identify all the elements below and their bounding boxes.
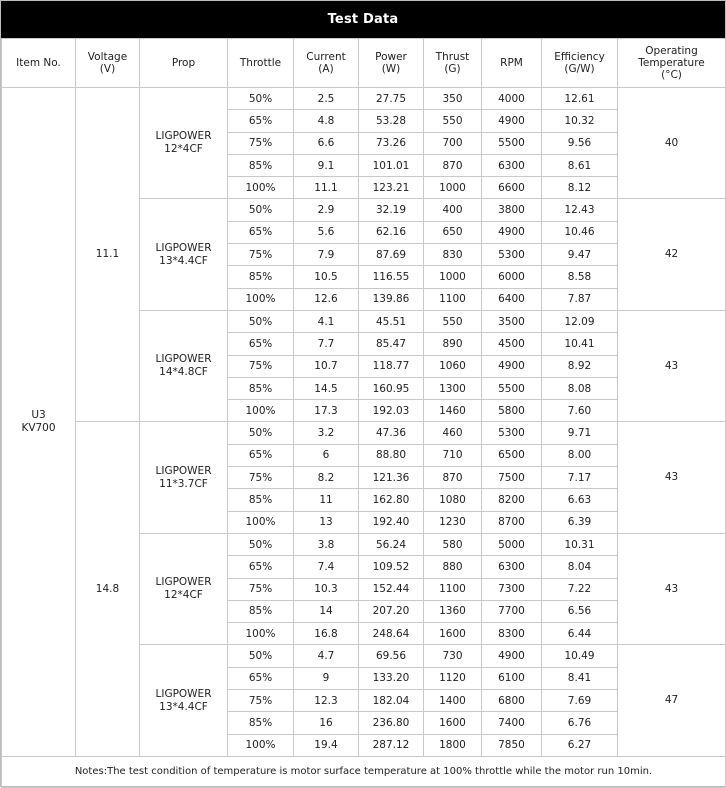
efficiency-cell: 8.92 (542, 355, 618, 377)
thrust-cell: 650 (424, 221, 482, 243)
rpm-cell: 6600 (482, 177, 542, 199)
power-cell: 109.52 (359, 556, 424, 578)
header-line: (G/W) (564, 63, 595, 75)
current-cell: 4.1 (294, 310, 359, 332)
thrust-cell: 1400 (424, 690, 482, 712)
header-voltage (76, 39, 140, 88)
thrust-cell: 700 (424, 132, 482, 154)
temperature-cell: 42 (618, 199, 726, 310)
prop-line: LIGPOWER (155, 464, 212, 477)
current-cell: 3.2 (294, 422, 359, 444)
current-cell: 9 (294, 667, 359, 689)
power-cell: 101.01 (359, 154, 424, 176)
temperature-cell: 43 (618, 533, 726, 644)
table-row (2, 422, 726, 444)
current-cell: 7.9 (294, 244, 359, 266)
power-cell: 32.19 (359, 199, 424, 221)
throttle-cell: 100% (228, 623, 294, 645)
power-cell: 123.21 (359, 177, 424, 199)
throttle-cell: 75% (228, 467, 294, 489)
current-cell: 16.8 (294, 623, 359, 645)
current-cell: 2.5 (294, 88, 359, 110)
efficiency-cell: 9.56 (542, 132, 618, 154)
thrust-cell: 1100 (424, 288, 482, 310)
header-line: RPM (500, 57, 523, 69)
prop-line: LIGPOWER (155, 130, 212, 143)
rpm-cell: 6000 (482, 266, 542, 288)
power-cell: 139.86 (359, 288, 424, 310)
power-cell: 118.77 (359, 355, 424, 377)
throttle-cell: 75% (228, 690, 294, 712)
throttle-cell: 65% (228, 444, 294, 466)
header-line: Current (306, 51, 346, 63)
header-operating-temperature (618, 39, 726, 88)
prop-line: LIGPOWER (155, 576, 212, 589)
power-cell: 160.95 (359, 377, 424, 399)
power-cell: 121.36 (359, 467, 424, 489)
efficiency-cell: 12.09 (542, 310, 618, 332)
throttle-cell: 85% (228, 489, 294, 511)
current-cell: 4.8 (294, 110, 359, 132)
throttle-cell: 100% (228, 177, 294, 199)
prop-line: 12*4CF (164, 589, 203, 602)
throttle-cell: 50% (228, 645, 294, 667)
current-cell: 14.5 (294, 377, 359, 399)
power-cell: 133.20 (359, 667, 424, 689)
throttle-cell: 75% (228, 244, 294, 266)
rpm-cell: 8700 (482, 511, 542, 533)
header-rpm (482, 39, 542, 88)
throttle-cell: 100% (228, 288, 294, 310)
rpm-cell: 4900 (482, 110, 542, 132)
prop-cell (140, 645, 228, 756)
current-cell: 14 (294, 600, 359, 622)
throttle-cell: 50% (228, 199, 294, 221)
current-cell: 17.3 (294, 400, 359, 422)
efficiency-cell: 7.60 (542, 400, 618, 422)
power-cell: 192.03 (359, 400, 424, 422)
rpm-cell: 3800 (482, 199, 542, 221)
throttle-cell: 65% (228, 110, 294, 132)
current-cell: 19.4 (294, 734, 359, 756)
thrust-cell: 580 (424, 533, 482, 555)
rpm-cell: 4900 (482, 355, 542, 377)
efficiency-cell: 6.63 (542, 489, 618, 511)
throttle-cell: 65% (228, 221, 294, 243)
rpm-cell: 5500 (482, 132, 542, 154)
power-cell: 27.75 (359, 88, 424, 110)
thrust-cell: 550 (424, 310, 482, 332)
rpm-cell: 5500 (482, 377, 542, 399)
current-cell: 12.6 (294, 288, 359, 310)
prop-line: LIGPOWER (155, 687, 212, 700)
efficiency-cell: 6.76 (542, 712, 618, 734)
throttle-cell: 85% (228, 377, 294, 399)
efficiency-cell: 10.46 (542, 221, 618, 243)
item-no-line: KV700 (21, 421, 56, 434)
thrust-cell: 460 (424, 422, 482, 444)
rpm-cell: 6300 (482, 556, 542, 578)
rpm-cell: 4500 (482, 333, 542, 355)
voltage-cell: 11.1 (76, 88, 140, 422)
throttle-cell: 50% (228, 422, 294, 444)
power-cell: 47.36 (359, 422, 424, 444)
prop-line: 13*4.4CF (159, 700, 208, 713)
current-cell: 11 (294, 489, 359, 511)
efficiency-cell: 8.08 (542, 377, 618, 399)
header-line: Voltage (87, 51, 128, 63)
efficiency-cell: 6.27 (542, 734, 618, 756)
table-title: Test Data (1, 1, 725, 38)
thrust-cell: 830 (424, 244, 482, 266)
throttle-cell: 100% (228, 734, 294, 756)
current-cell: 11.1 (294, 177, 359, 199)
temperature-cell: 43 (618, 422, 726, 533)
prop-line: LIGPOWER (155, 241, 212, 254)
prop-cell (140, 88, 228, 199)
throttle-cell: 65% (228, 556, 294, 578)
header-line: (°C) (661, 69, 682, 81)
header-line: (W) (381, 63, 401, 75)
prop-cell (140, 422, 228, 533)
temperature-cell: 40 (618, 88, 726, 199)
notes-row (2, 756, 726, 787)
power-cell: 88.80 (359, 444, 424, 466)
thrust-cell: 870 (424, 467, 482, 489)
efficiency-cell: 6.39 (542, 511, 618, 533)
rpm-cell: 6100 (482, 667, 542, 689)
throttle-cell: 50% (228, 533, 294, 555)
rpm-cell: 6800 (482, 690, 542, 712)
header-efficiency (542, 39, 618, 88)
table-header (2, 39, 726, 88)
header-line: Throttle (239, 57, 282, 69)
power-cell: 152.44 (359, 578, 424, 600)
table-row (2, 88, 726, 110)
efficiency-cell: 7.69 (542, 690, 618, 712)
efficiency-cell: 7.17 (542, 467, 618, 489)
header-line: Power (375, 51, 407, 63)
power-cell: 162.80 (359, 489, 424, 511)
voltage-cell: 14.8 (76, 422, 140, 756)
header-line: Item No. (16, 57, 61, 69)
prop-cell (140, 310, 228, 421)
throttle-cell: 85% (228, 600, 294, 622)
current-cell: 2.9 (294, 199, 359, 221)
throttle-cell: 65% (228, 333, 294, 355)
rpm-cell: 4900 (482, 221, 542, 243)
item-no-cell (2, 88, 76, 757)
prop-line: 11*3.7CF (159, 477, 208, 490)
current-cell: 10.3 (294, 578, 359, 600)
throttle-cell: 100% (228, 400, 294, 422)
rpm-cell: 7300 (482, 578, 542, 600)
throttle-cell: 50% (228, 310, 294, 332)
current-cell: 16 (294, 712, 359, 734)
rpm-cell: 3500 (482, 310, 542, 332)
rpm-cell: 4900 (482, 645, 542, 667)
thrust-cell: 1800 (424, 734, 482, 756)
thrust-cell: 1230 (424, 511, 482, 533)
rpm-cell: 8200 (482, 489, 542, 511)
throttle-cell: 85% (228, 154, 294, 176)
thrust-cell: 710 (424, 444, 482, 466)
efficiency-cell: 9.47 (542, 244, 618, 266)
prop-line: 12*4CF (164, 143, 203, 156)
current-cell: 13 (294, 511, 359, 533)
thrust-cell: 880 (424, 556, 482, 578)
rpm-cell: 7500 (482, 467, 542, 489)
throttle-cell: 50% (228, 88, 294, 110)
thrust-cell: 1000 (424, 266, 482, 288)
header-throttle (228, 39, 294, 88)
thrust-cell: 400 (424, 199, 482, 221)
efficiency-cell: 12.43 (542, 199, 618, 221)
throttle-cell: 65% (228, 667, 294, 689)
efficiency-cell: 8.04 (542, 556, 618, 578)
rpm-cell: 6300 (482, 154, 542, 176)
power-cell: 85.47 (359, 333, 424, 355)
current-cell: 5.6 (294, 221, 359, 243)
current-cell: 12.3 (294, 690, 359, 712)
efficiency-cell: 8.61 (542, 154, 618, 176)
efficiency-cell: 10.41 (542, 333, 618, 355)
current-cell: 7.7 (294, 333, 359, 355)
rpm-cell: 7850 (482, 734, 542, 756)
power-cell: 287.12 (359, 734, 424, 756)
rpm-cell: 5800 (482, 400, 542, 422)
header-current (294, 39, 359, 88)
thrust-cell: 1360 (424, 600, 482, 622)
efficiency-cell: 10.31 (542, 533, 618, 555)
throttle-cell: 75% (228, 578, 294, 600)
rpm-cell: 4000 (482, 88, 542, 110)
thrust-cell: 350 (424, 88, 482, 110)
efficiency-cell: 8.58 (542, 266, 618, 288)
thrust-cell: 870 (424, 154, 482, 176)
rpm-cell: 7400 (482, 712, 542, 734)
thrust-cell: 730 (424, 645, 482, 667)
power-cell: 56.24 (359, 533, 424, 555)
header-thrust (424, 39, 482, 88)
power-cell: 73.26 (359, 132, 424, 154)
current-cell: 6.6 (294, 132, 359, 154)
header-line: (G) (444, 63, 461, 75)
current-cell: 6 (294, 444, 359, 466)
power-cell: 69.56 (359, 645, 424, 667)
power-cell: 207.20 (359, 600, 424, 622)
efficiency-cell: 6.44 (542, 623, 618, 645)
power-cell: 87.69 (359, 244, 424, 266)
power-cell: 236.80 (359, 712, 424, 734)
rpm-cell: 5300 (482, 422, 542, 444)
rpm-cell: 7700 (482, 600, 542, 622)
notes-text: Notes:The test condition of temperature is motor surface temperature at 100% throttle while the motor run 10min. (2, 756, 726, 787)
throttle-cell: 75% (228, 355, 294, 377)
throttle-cell: 85% (228, 266, 294, 288)
thrust-cell: 1060 (424, 355, 482, 377)
power-cell: 182.04 (359, 690, 424, 712)
prop-line: 14*4.8CF (159, 366, 208, 379)
power-cell: 53.28 (359, 110, 424, 132)
header-prop (140, 39, 228, 88)
thrust-cell: 1120 (424, 667, 482, 689)
thrust-cell: 1100 (424, 578, 482, 600)
current-cell: 10.7 (294, 355, 359, 377)
temperature-cell: 43 (618, 310, 726, 421)
efficiency-cell: 9.71 (542, 422, 618, 444)
rpm-cell: 8300 (482, 623, 542, 645)
header-row (2, 39, 726, 88)
thrust-cell: 1600 (424, 712, 482, 734)
power-cell: 116.55 (359, 266, 424, 288)
power-cell: 192.40 (359, 511, 424, 533)
current-cell: 7.4 (294, 556, 359, 578)
throttle-cell: 100% (228, 511, 294, 533)
header-item-no (2, 39, 76, 88)
current-cell: 9.1 (294, 154, 359, 176)
current-cell: 3.8 (294, 533, 359, 555)
header-line: Prop (171, 57, 196, 69)
thrust-cell: 1460 (424, 400, 482, 422)
thrust-cell: 890 (424, 333, 482, 355)
rpm-cell: 5000 (482, 533, 542, 555)
header-line: Operating (645, 45, 698, 57)
header-line: Thrust (435, 51, 470, 63)
power-cell: 45.51 (359, 310, 424, 332)
efficiency-cell: 10.32 (542, 110, 618, 132)
header-line: Efficiency (554, 51, 605, 63)
thrust-cell: 550 (424, 110, 482, 132)
prop-line: 13*4.4CF (159, 254, 208, 267)
efficiency-cell: 7.22 (542, 578, 618, 600)
efficiency-cell: 12.61 (542, 88, 618, 110)
current-cell: 4.7 (294, 645, 359, 667)
header-line: (V) (99, 63, 116, 75)
thrust-cell: 1000 (424, 177, 482, 199)
throttle-cell: 75% (228, 132, 294, 154)
efficiency-cell: 8.12 (542, 177, 618, 199)
rpm-cell: 6500 (482, 444, 542, 466)
efficiency-cell: 8.00 (542, 444, 618, 466)
prop-cell (140, 533, 228, 644)
efficiency-cell: 7.87 (542, 288, 618, 310)
header-power (359, 39, 424, 88)
header-line: (A) (318, 63, 334, 75)
prop-cell (140, 199, 228, 310)
table-body (2, 88, 726, 757)
thrust-cell: 1080 (424, 489, 482, 511)
header-line: Temperature (638, 57, 705, 69)
throttle-cell: 85% (228, 712, 294, 734)
efficiency-cell: 10.49 (542, 645, 618, 667)
efficiency-cell: 6.56 (542, 600, 618, 622)
thrust-cell: 1300 (424, 377, 482, 399)
rpm-cell: 5300 (482, 244, 542, 266)
test-data-table (1, 38, 726, 788)
prop-line: LIGPOWER (155, 353, 212, 366)
current-cell: 10.5 (294, 266, 359, 288)
power-cell: 62.16 (359, 221, 424, 243)
current-cell: 8.2 (294, 467, 359, 489)
thrust-cell: 1600 (424, 623, 482, 645)
item-no-line: U3 (31, 408, 46, 421)
efficiency-cell: 8.41 (542, 667, 618, 689)
temperature-cell: 47 (618, 645, 726, 756)
rpm-cell: 6400 (482, 288, 542, 310)
power-cell: 248.64 (359, 623, 424, 645)
